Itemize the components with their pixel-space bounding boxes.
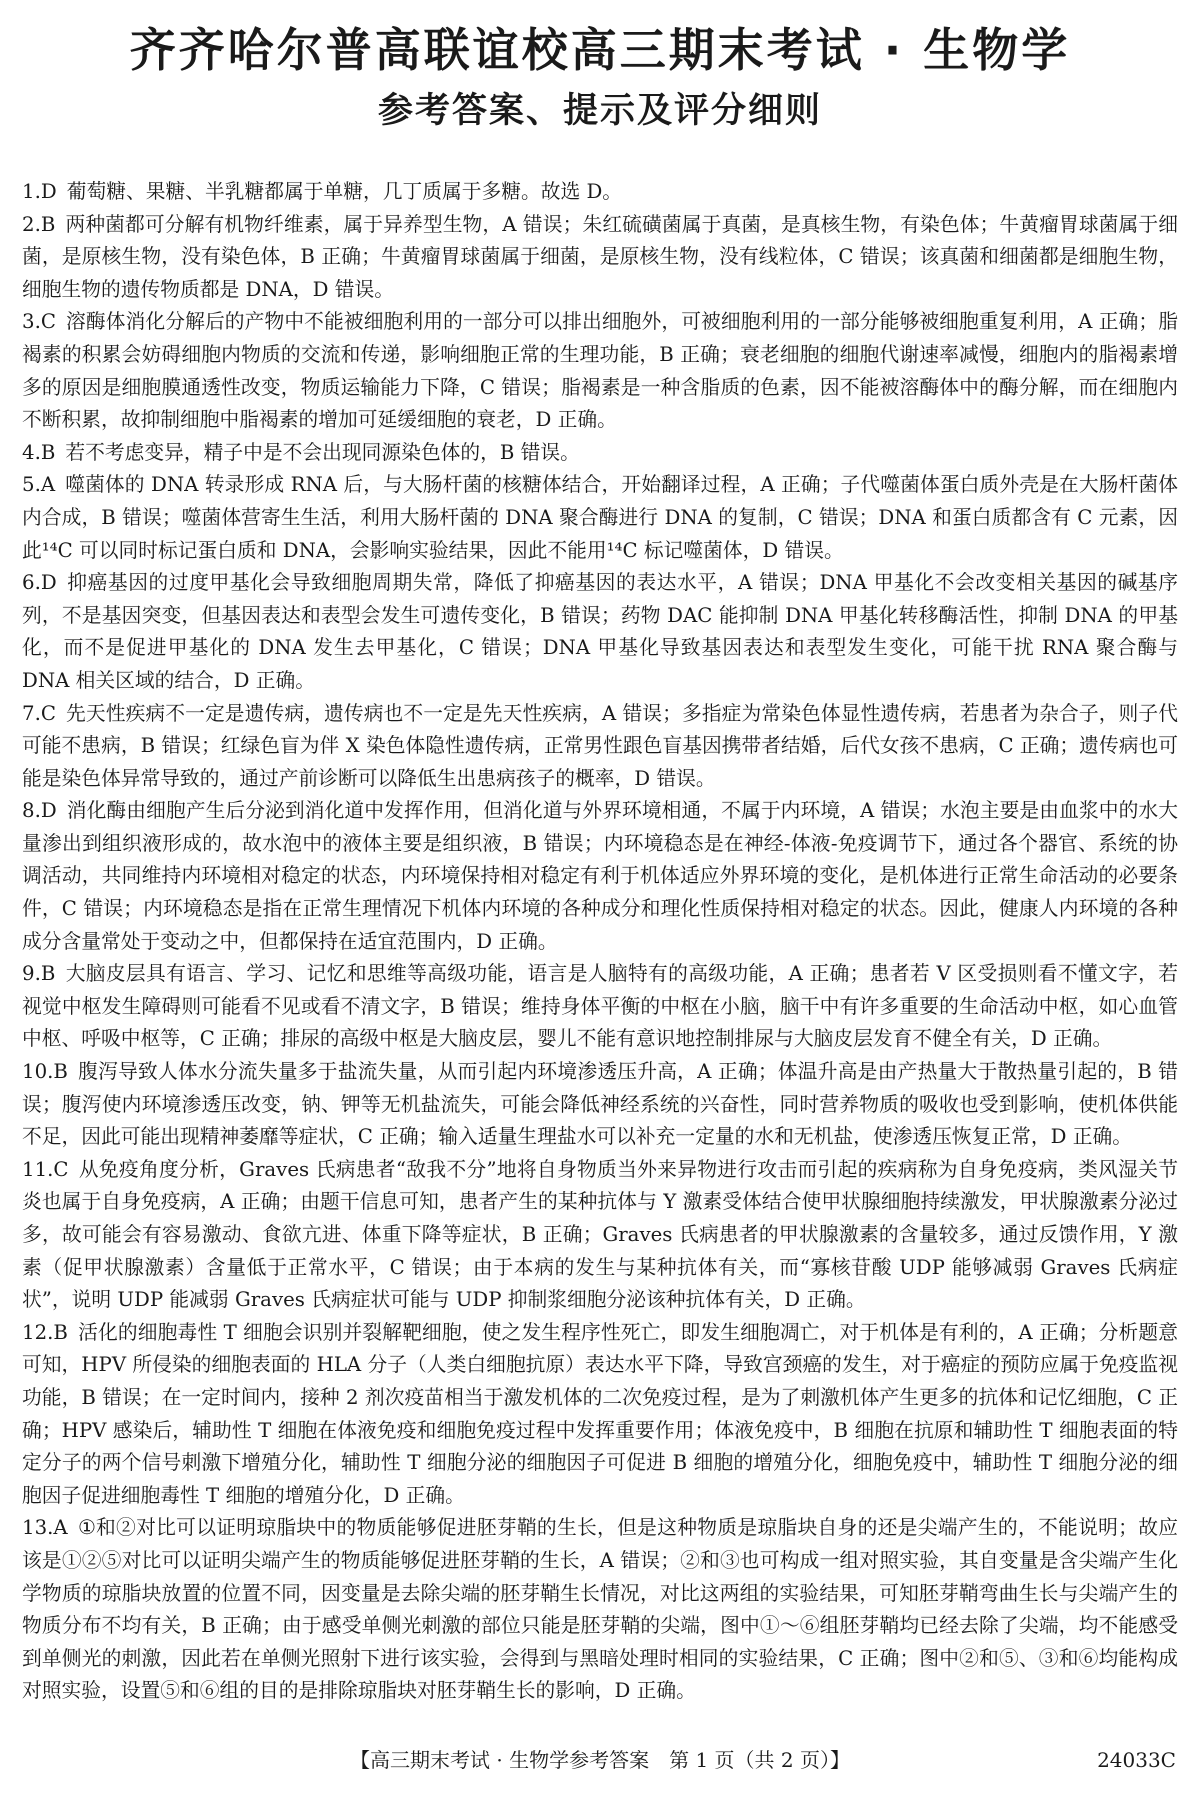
answer-item [22, 795, 1178, 958]
answer-number: 8. [22, 799, 41, 823]
answer-letter: B [40, 962, 56, 986]
answer-letter: B [53, 1320, 68, 1344]
answer-explanation: 若不考虑变异，精子中是不会出现同源染色体的，B 错误。 [65, 440, 580, 464]
answer-explanation: 溶酶体消化分解后的产物中不能被细胞利用的一部分可以排出细胞外，可被细胞利用的一部分能够被细胞重复利用，A 正确；脂褐素的积累会妨碍细胞内物质的交流和传递，影响细胞正常的生理功能，B 正确；衰老细胞的细胞代谢速率减慢，细胞内的脂褐素增多的原因是细胞膜通透性改变，物质运输能力下降，C 错误；脂褐素是一种含脂质的色素，因不能被溶酶体中的酶分解，而在细胞内不断积累，故抑制细胞中脂褐素的增加可延缓细胞的衰老，D 正确。 [22, 310, 1178, 432]
answer-letter: C [53, 1157, 69, 1181]
answer-number: 2. [22, 212, 41, 236]
answer-number: 3. [22, 310, 41, 334]
answer-explanation: 噬菌体的 DNA 转录形成 RNA 后，与大肠杆菌的核糖体结合，开始翻译过程，A 正确；子代噬菌体蛋白质外壳是在大肠杆菌体内合成，B 错误；噬菌体营寄生生活，利用大肠杆菌的 DNA 聚合酶进行 DNA 的复制，C 错误；DNA 和蛋白质都含有 C 元素，因此¹⁴C 可以同时标记蛋白质和 DNA，会影响实验结果，因此不能用¹⁴C 标记噬菌体，D 错误。 [22, 473, 1178, 562]
answer-explanation: 两种菌都可分解有机物纤维素，属于异养型生物，A 错误；朱红硫磺菌属于真菌，是真核生物，有染色体；牛黄瘤胃球菌属于细菌，是原核生物，没有染色体，B 正确；牛黄瘤胃球菌属于细菌，是原核生物，没有线粒体，C 错误；该真菌和细菌都是细胞生物，细胞生物的遗传物质都是 DNA，D 错误。 [22, 212, 1178, 301]
answer-number: 6. [22, 571, 41, 595]
answer-item [22, 698, 1178, 796]
answer-explanation: 先天性疾病不一定是遗传病，遗传病也不一定是先天性疾病，A 错误；多指症为常染色体显性遗传病，若患者为杂合子，则子代可能不患病，B 错误；红绿色盲为伴 X 染色体隐性遗传病，正常男性跟色盲基因携带者结婚，后代女孩不患病，C 正确；遗传病也可能是染色体异常导致的，通过产前诊断可以降低生出患病孩子的概率，D 错误。 [22, 701, 1178, 790]
answer-number: 9. [22, 962, 41, 986]
answer-letter: D [40, 180, 57, 203]
answer-letter: B [53, 1060, 68, 1084]
answer-number: 4. [22, 440, 41, 464]
answer-explanation: 腹泻导致人体水分流失量多于盐流失量，从而引起内环境渗透压升高，A 正确；体温升高是由产热量大于散热量引起的，B 错误；腹泻使内环境渗透压改变，钠、钾等无机盐流失，可能会降低神经系统的兴奋性，同时营养物质的吸收也受到影响，使机体供能不足，因此可能出现精神萎靡等症状，C 正确；输入适量生理盐水可以补充一定量的水和无机盐，使渗透压恢复正常，D 正确。 [22, 1060, 1178, 1149]
answer-item [22, 437, 1178, 470]
answer-letter: A [40, 473, 56, 497]
answer-item [22, 469, 1178, 567]
page-footer [0, 1745, 1200, 1775]
page-title: 齐齐哈尔普高联谊校高三期末考试 · 生物学 [129, 23, 1071, 77]
page-subtitle: 参考答案、提示及评分细则 [377, 91, 822, 131]
answer-item [22, 958, 1178, 1056]
answer-number: 13. [22, 1516, 54, 1540]
answer-item [22, 1056, 1178, 1154]
answer-number: 1. [22, 180, 41, 203]
answer-explanation: 消化酶由细胞产生后分泌到消化道中发挥作用，但消化道与外界环境相通，不属于内环境，A 错误；水泡主要是由血浆中的水大量渗出到组织液形成的，故水泡中的液体主要是组织液，B 错误；内环境稳态是在神经-体液-免疫调节下，通过各个器官、系统的协调活动，共同维持内环境相对稳定的状态，内环境保持相对稳定有利于机体适应外界环境的变化，是机体进行正常生命活动的必要条件，C 错误；内环境稳态是指在正常生理情况下机体内环境的各种成分和理化性质保持相对稳定的状态。因此，健康人内环境的各种成分含量常处于变动之中，但都保持在适宜范围内，D 正确。 [22, 799, 1178, 953]
answer-item [22, 209, 1178, 307]
answer-number: 10. [22, 1060, 54, 1084]
answer-item [22, 567, 1178, 697]
answer-explanation: 大脑皮层具有语言、学习、记忆和思维等高级功能，语言是人脑特有的高级功能，A 正确；患者若 V 区受损则看不懂文字，若视觉中枢发生障碍则可能看不见或看不清文字，B 错误；维持身体平衡的中枢在小脑，脑干中有许多重要的生命活动中枢，如心血管中枢、呼吸中枢等，C 正确；排尿的高级中枢是大脑皮层，婴儿不能有意识地控制排尿与大脑皮层发育不健全有关，D 正确。 [22, 962, 1178, 1051]
answer-explanation: 从免疫角度分析，Graves 氏病患者“敌我不分”地将自身物质当外来异物进行攻击而引起的疾病称为自身免疫病，类风湿关节炎也属于自身免疫病，A 正确；由题干信息可知，患者产生的某种抗体与 Y 激素受体结合使甲状腺细胞持续激发，甲状腺激素分泌过多，故可能会有容易激动、食欲亢进、体重下降等症状，B 正确；Graves 氏病患者的甲状腺激素的含量较多，通过反馈作用，Y 激素（促甲状腺激素）含量低于正常水平，C 错误；由于本病的发生与某种抗体有关，而“寡核苷酸 UDP 能够减弱 Graves 氏病症状”，说明 UDP 能减弱 Graves 氏病症状可能与 UDP 抑制浆细胞分泌该种抗体有关，D 正确。 [22, 1157, 1178, 1312]
answer-number: 5. [22, 473, 41, 497]
answer-letter: B [40, 440, 56, 464]
answer-letter: B [40, 212, 56, 236]
answer-number: 7. [22, 701, 41, 725]
answer-explanation: 葡萄糖、果糖、半乳糖都属于单糖，几丁质属于多糖。故选 D。 [66, 180, 623, 203]
answer-letter: C [40, 310, 56, 334]
answer-item [22, 306, 1178, 436]
answer-letter: C [40, 701, 56, 725]
answer-list [22, 176, 1178, 1708]
footer-code: 24033C [1097, 1748, 1176, 1772]
answer-letter: D [40, 799, 57, 823]
footer-page-label: 【高三期末考试 · 生物学参考答案 第 1 页（共 2 页）】 [350, 1748, 850, 1772]
answer-letter: A [53, 1516, 68, 1540]
answer-explanation: ①和②对比可以证明琼脂块中的物质能够促进胚芽鞘的生长，但是这种物质是琼脂块自身的还是尖端产生的，不能说明；故应该是①②⑤对比可以证明尖端产生的物质能够促进胚芽鞘的生长，A 错误；②和③也可构成一组对照实验，其自变量是含尖端产生化学物质的琼脂块放置的位置不同，因变量是去除尖端的胚芽鞘生长情况，对比这两组的实验结果，可知胚芽鞘弯曲生长与尖端产生的物质分布不均有关，B 正确；由于感受单侧光刺激的部位只能是胚芽鞘的尖端，图中①～⑥组胚芽鞘均已经去除了尖端，均不能感受到单侧光的刺激，因此若在单侧光照射下进行该实验，会得到与黑暗处理时相同的实验结果，C 正确；图中②和⑤、③和⑥均能构成对照实验，设置⑤和⑥组的目的是排除琼脂块对胚芽鞘生长的影响，D 正确。 [22, 1516, 1178, 1703]
answer-number: 11. [22, 1157, 54, 1181]
answer-item [22, 1512, 1178, 1708]
answer-explanation: 抑癌基因的过度甲基化会导致细胞周期失常，降低了抑癌基因的表达水平，A 错误；DNA 甲基化不会改变相关基因的碱基序列，不是基因突变，但基因表达和表型会发生可遗传变化，B 错误；药物 DAC 能抑制 DNA 甲基化转移酶活性，抑制 DNA 的甲基化，而不是促进甲基化的 DNA 发生去甲基化，C 错误；DNA 甲基化导致基因表达和表型发生变化，可能干扰 RNA 聚合酶与 DNA 相关区域的结合，D 正确。 [22, 571, 1178, 692]
answer-letter: D [40, 571, 57, 595]
answer-item [22, 1317, 1178, 1513]
answer-number: 12. [22, 1320, 54, 1344]
answer-item [22, 1154, 1178, 1317]
answer-item [22, 176, 1178, 209]
answer-explanation: 活化的细胞毒性 T 细胞会识别并裂解靶细胞，使之发生程序性死亡，即发生细胞凋亡，对于机体是有利的，A 正确；分析题意可知，HPV 所侵染的细胞表面的 HLA 分子（人类白细胞抗原）表达水平下降，导致宫颈癌的发生，对于癌症的预防应属于免疫监视功能，B 错误；在一定时间内，接种 2 剂次疫苗相当于激发机体的二次免疫过程，是为了刺激机体产生更多的抗体和记忆细胞，C 正确；HPV 感染后，辅助性 T 细胞在体液免疫和细胞免疫过程中发挥重要作用；体液免疫中，B 细胞在抗原和辅助性 T 细胞表面的特定分子的两个信号刺激下增殖分化，辅助性 T 细胞分泌的细胞因子可促进 B 细胞的增殖分化，细胞免疫中，辅助性 T 细胞分泌的细胞因子促进细胞毒性 T 细胞的增殖分化，D 正确。 [22, 1320, 1178, 1507]
